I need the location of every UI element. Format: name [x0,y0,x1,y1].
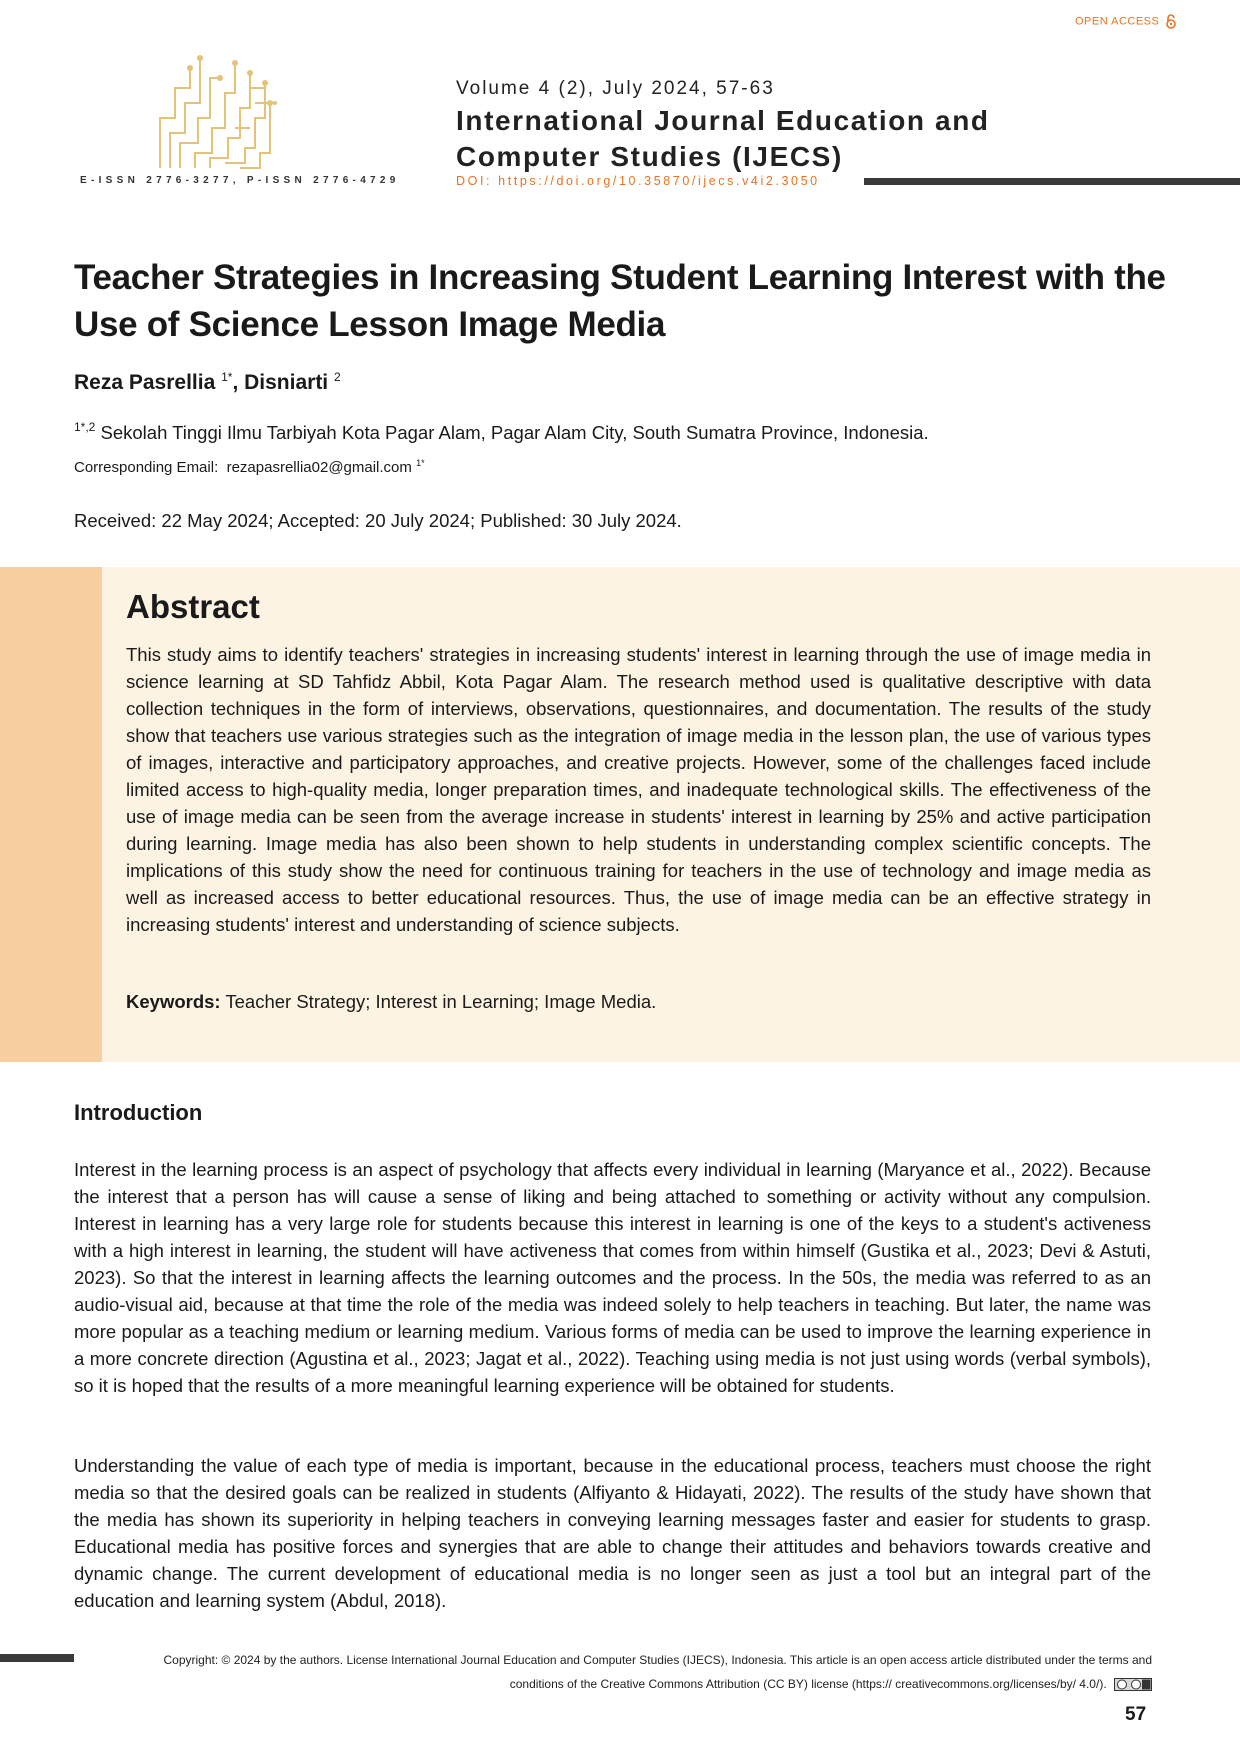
keywords-text: Teacher Strategy; Interest in Learning; Image Media. [225,991,657,1012]
issn-line: E-ISSN 2776-3277, P-ISSN 2776-4729 [80,175,400,186]
header-rule [864,178,1240,185]
open-lock-icon [1165,14,1177,29]
open-access-label: OPEN ACCESS [1075,15,1160,28]
body-paragraph: Interest in the learning process is an aspect of psychology that affects every individual in learning (Maryance et al., 2022). Because the interest that a person has will cause a sense of liking and being attached to something or activity without any compulsion. Interest in learning has a very large role for students because this interest in learning is one of the keys to a student's activeness with a high interest in learning, the student will have activeness that comes from within himself (Gustika et al., 2023; Devi & Astuti, 2023). So that the interest in learning affects the learning outcomes and the process. In the 50s, the media was referred to as an audio-visual aid, because at that time the role of the media was indeed solely to help teachers in teaching. But later, the name was more popular as a teaching medium or learning medium. Various forms of media can be used to improve the learning experience in a more concrete direction (Agustina et al., 2023; Jagat et al., 2022). Teaching using media is not just using words (verbal symbols), so it is hoped that the results of a more meaningful learning experience will be obtained for students. [74,1159,1151,1396]
publication-dates: Received: 22 May 2024; Accepted: 20 July 2024; Published: 30 July 2024. [74,510,682,531]
copyright-notice [122,1648,1152,1696]
copyright-text: Copyright: © 2024 by the authors. License International Journal Education and Computer Studies (IJECS), Indonesia. This article is an open access article distributed under the terms and conditions of the Creative Commons Attribution (CC BY) license (https:// creativecommons.org/licenses/by/ 4.0/). [163,1653,1152,1691]
journal-title: International Journal Education and Computer Studies (IJECS) [456,105,990,172]
author-name: Disniarti [244,371,329,394]
author-line [74,370,341,395]
email-link[interactable]: rezapasrellia02@gmail.com [226,459,412,476]
author-affiliation-mark: 2 [334,370,341,384]
body-paragraph: Understanding the value of each type of media is important, because in the educational process, teachers must choose the right media so that the desired goals can be realized in students (Alfiyanto & Hidayati, 2022). The results of the study have shown that the media has shown its superiority in helping teachers in conveying learning messages faster and easier for students to grasp. Educational media has positive forces and synergies that are able to change their attitudes and behaviors towards creative and dynamic change. The current development of educational media is no longer seen as just a tool but an integral part of the education and learning system (Abdul, 2018). [74,1455,1151,1611]
keywords [126,991,656,1013]
volume-line: Volume 4 (2), July 2024, 57-63 [456,78,775,99]
email-mark: 1* [416,458,425,468]
author-name: Reza Pasrellia [74,371,216,394]
affiliation [74,420,929,444]
affiliation-mark: 1*,2 [74,420,96,434]
author-affiliation-mark: 1* [221,370,233,384]
doi-link[interactable]: DOI: https://doi.org/10.35870/ijecs.v4i2.3050 [456,174,820,188]
author-separator: , [232,371,245,394]
corresponding-email [74,458,425,476]
footer-rule [0,1654,74,1662]
email-label: Corresponding Email: [74,459,219,476]
open-access-badge [1075,14,1179,29]
article-title: Teacher Strategies in Increasing Student Learning Interest with the Use of Science Lesson Image Media [74,258,1166,344]
affiliation-text: Sekolah Tinggi Ilmu Tarbiyah Kota Pagar Alam, Pagar Alam City, South Sumatra Province, Indonesia. [100,422,929,443]
journal-logo-icon [150,48,280,178]
cc-by-license-icon [1114,1678,1152,1691]
abstract-text: This study aims to identify teachers' strategies in increasing students' interest in learning through the use of image media in science learning at SD Tahfidz Abbil, Kota Pagar Alam. The research method used is qualitative descriptive with data collection techniques in the form of interviews, observations, questionnaires, and documentation. The results of the study show that teachers use various strategies such as the integration of image media in the lesson plan, the use of various types of images, interactive and participatory approaches, and creative projects. However, some of the challenges faced include limited access to high-quality media, longer preparation times, and inadequate technological skills. The effectiveness of the use of image media can be seen from the average increase in students' interest in learning by 25% and active participation during learning. Image media has also been shown to help students in understanding complex scientific concepts. The implications of this study show the need for continuous training for teachers in the use of technology and image media as well as increased access to better educational resources. Thus, the use of image media can be an effective strategy in increasing students' interest and understanding of science subjects. [126,644,1151,935]
page-number: 57 [1125,1704,1147,1725]
section-heading-introduction: Introduction [74,1100,203,1125]
abstract-side-bar [0,567,102,1062]
abstract-heading: Abstract [126,588,260,625]
keywords-label: Keywords: [126,991,221,1012]
